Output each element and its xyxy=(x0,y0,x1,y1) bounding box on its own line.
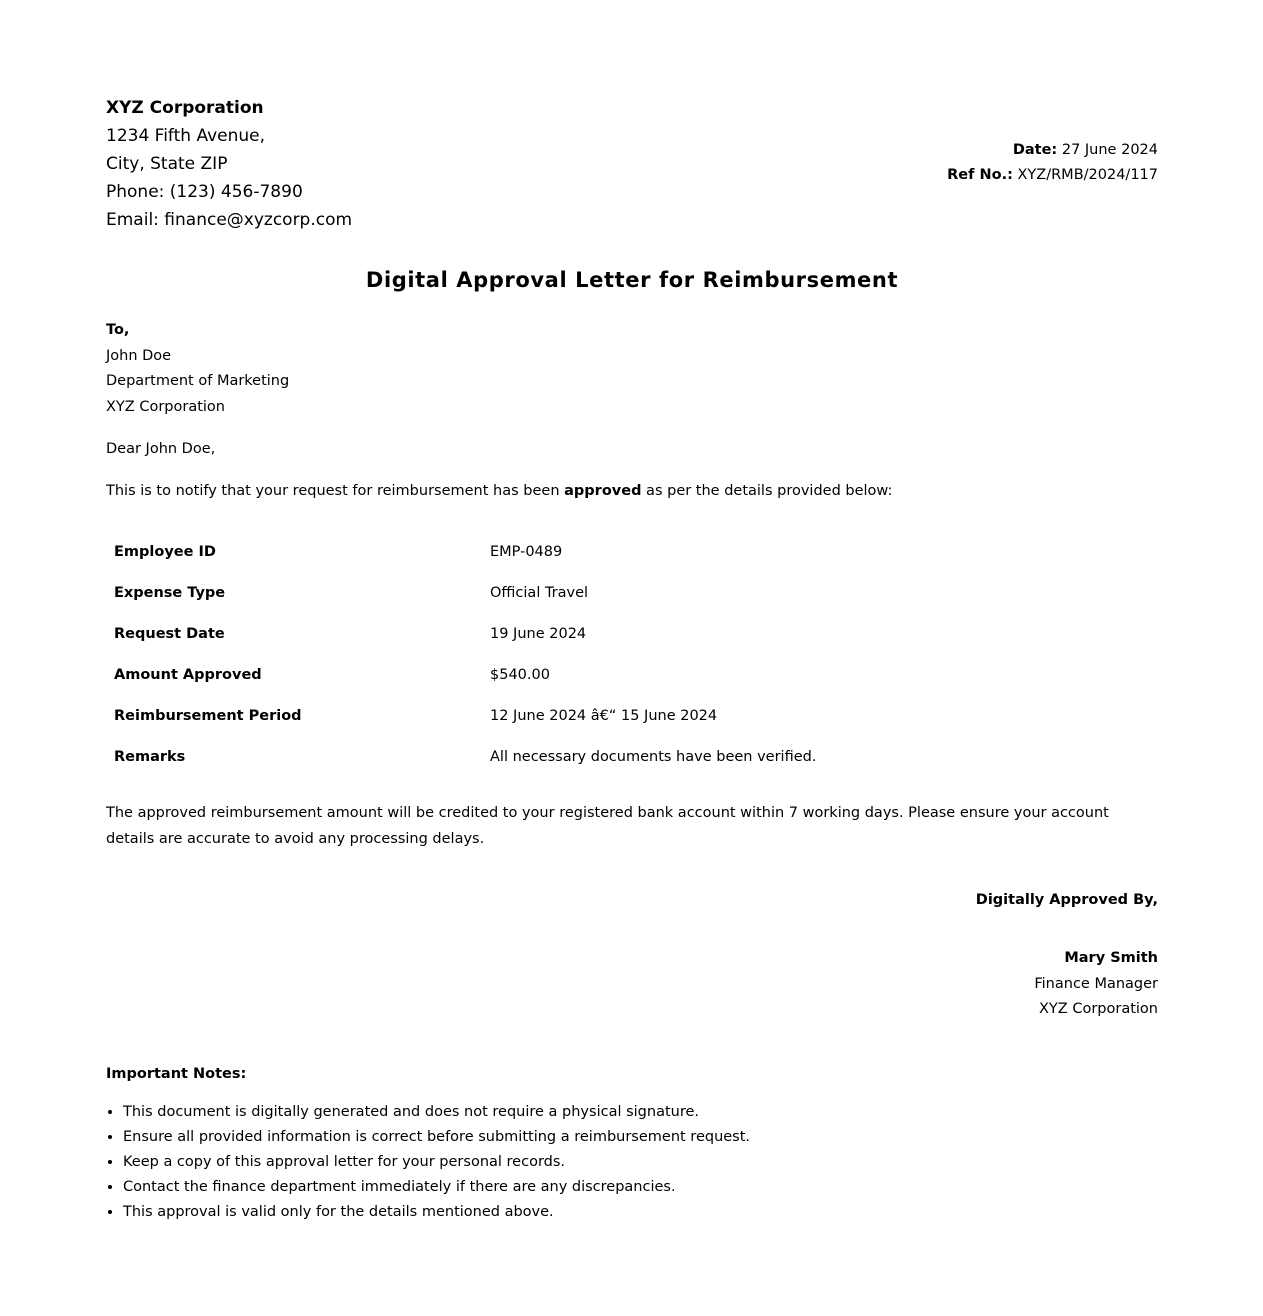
detail-label: Remarks xyxy=(114,748,186,765)
salutation: Dear John Doe, xyxy=(106,441,216,457)
list-item: • This approval is valid only for the details mentioned above. xyxy=(123,1200,750,1225)
list-item: • Contact the finance department immediately if there are any discrepancies. xyxy=(123,1175,750,1200)
table-row xyxy=(106,654,1158,695)
ref-label: Ref No.: xyxy=(947,167,1013,183)
intro-emphasis: approved xyxy=(564,483,642,499)
detail-value: EMP-0489 xyxy=(490,543,563,560)
approver-block xyxy=(976,892,1158,1023)
table-row xyxy=(106,572,1158,613)
intro-paragraph xyxy=(106,483,892,499)
table-row xyxy=(106,695,1158,736)
list-item: • Ensure all provided information is correct before submitting a reimbursement request. xyxy=(123,1125,750,1150)
approver-company: XYZ Corporation xyxy=(1039,1001,1158,1017)
details-table xyxy=(106,531,1158,777)
approver-name: Mary Smith xyxy=(1064,950,1158,966)
intro-text-before: This is to notify that your request for reimbursement has been xyxy=(106,483,565,499)
letter-meta xyxy=(947,138,1158,188)
approver-role: Finance Manager xyxy=(1034,975,1158,992)
letter-title: Digital Approval Letter for Reimbursement xyxy=(365,268,899,292)
detail-value: 12 June 2024 â€“ 15 June 2024 xyxy=(490,707,718,724)
ref-line xyxy=(947,163,1158,188)
detail-value: $540.00 xyxy=(490,666,550,683)
detail-value: All necessary documents have been verified. xyxy=(490,748,817,765)
detail-label: Amount Approved xyxy=(114,666,262,683)
company-address-line2: City, State ZIP xyxy=(106,154,228,174)
company-address-line1: 1234 Fifth Avenue, xyxy=(106,126,266,146)
closing-paragraph: The approved reimbursement amount will be credited to your registered bank account within 7 working days. Please ensure your account details are accurate to avoid any processing delays. xyxy=(106,805,1109,847)
recipient-block xyxy=(106,318,289,420)
ref-value: XYZ/RMB/2024/117 xyxy=(1017,167,1158,183)
intro-text-after: as per the details provided below: xyxy=(641,483,893,499)
detail-label: Expense Type xyxy=(114,584,226,601)
detail-value: 19 June 2024 xyxy=(490,625,587,642)
date-value: 27 June 2024 xyxy=(1061,142,1158,158)
company-email: Email: finance@xyzcorp.com xyxy=(106,210,353,230)
recipient-company: XYZ Corporation xyxy=(106,398,225,415)
recipient-name: John Doe xyxy=(106,347,172,364)
approval-heading: Digitally Approved By, xyxy=(975,892,1158,908)
notes-list xyxy=(106,1100,750,1225)
notes-title: Important Notes: xyxy=(106,1066,247,1082)
company-phone: Phone: (123) 456-7890 xyxy=(106,182,303,202)
company-name: XYZ Corporation xyxy=(106,98,264,118)
table-row xyxy=(106,531,1158,572)
date-line xyxy=(947,138,1158,163)
detail-value: Official Travel xyxy=(490,584,589,601)
list-item: • This document is digitally generated and does not require a physical signature. xyxy=(123,1100,750,1125)
date-label: Date: xyxy=(1012,142,1058,158)
company-header xyxy=(106,94,352,234)
list-item: • Keep a copy of this approval letter for your personal records. xyxy=(123,1150,750,1175)
table-row xyxy=(106,613,1158,654)
signer-details xyxy=(976,946,1158,1023)
detail-label: Reimbursement Period xyxy=(114,707,302,724)
to-label: To, xyxy=(106,322,130,338)
table-row xyxy=(106,736,1158,777)
detail-label: Request Date xyxy=(114,625,225,642)
detail-label: Employee ID xyxy=(114,543,216,560)
recipient-department: Department of Marketing xyxy=(106,373,290,389)
